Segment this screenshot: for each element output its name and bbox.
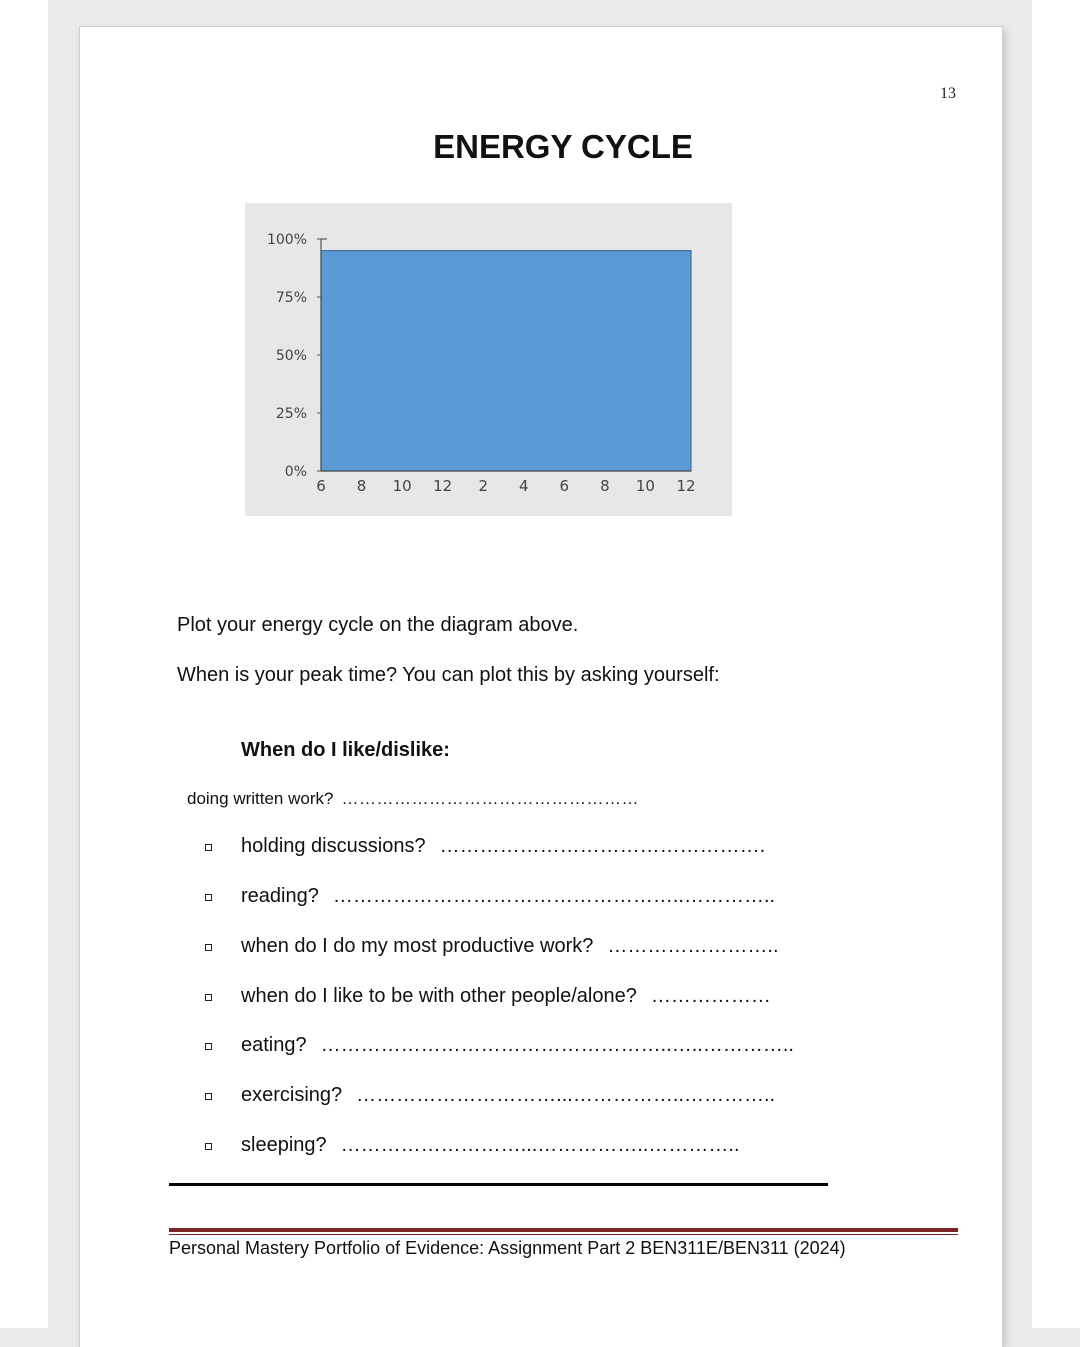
- section-subheading: When do I like/dislike:: [241, 739, 450, 761]
- list-item-label: sleeping?: [241, 1134, 327, 1156]
- y-tick-label: 50%: [275, 348, 307, 364]
- series-area: [321, 251, 691, 471]
- footer-text: Personal Mastery Portfolio of Evidence: Assignment Part 2 BEN311E/BEN311 (2024): [169, 1238, 846, 1258]
- answer-blank: ………………………...……………..…………..: [340, 1134, 740, 1156]
- energy-cycle-chart: [245, 203, 732, 516]
- list-item-label: eating?: [241, 1034, 307, 1056]
- y-tick-label: 75%: [275, 290, 307, 306]
- x-tick-label: 12: [433, 477, 453, 495]
- list-item-label: reading?: [241, 885, 319, 907]
- y-tick-label: 0%: [284, 464, 307, 480]
- x-tick-label: 2: [478, 477, 488, 495]
- x-tick-label: 10: [392, 477, 412, 495]
- list-item-label: exercising?: [241, 1084, 343, 1106]
- list-item-label: when do I do my most productive work?: [241, 935, 594, 957]
- viewer-margin-right: [1032, 0, 1080, 1328]
- answer-blank: ……………………………………………: [341, 789, 639, 808]
- x-tick-label: 12: [676, 477, 696, 495]
- footer-rule-thin: [169, 1234, 958, 1235]
- answer-blank: ……………………..: [607, 935, 779, 957]
- checkbox-bullet-icon: [205, 894, 212, 901]
- x-tick-label: 8: [356, 477, 367, 495]
- x-tick-label: 6: [559, 477, 570, 495]
- chart-canvas: [245, 203, 732, 516]
- checkbox-bullet-icon: [205, 844, 212, 851]
- checkbox-bullet-icon: [205, 1143, 212, 1150]
- answer-blank: ………………: [650, 985, 771, 1007]
- x-tick-label: 4: [519, 477, 529, 495]
- list-item-label: doing written work?: [187, 789, 334, 808]
- section-divider: [169, 1183, 828, 1186]
- y-tick-label: 25%: [275, 406, 307, 422]
- y-tick-label: 100%: [266, 232, 307, 248]
- answer-blank: ………………………………………….: [439, 835, 766, 857]
- x-tick-label: 10: [635, 477, 655, 495]
- intro-text: Plot your energy cycle on the diagram above.: [177, 614, 579, 636]
- answer-blank: ……………………………………………..…..…………..: [320, 1034, 794, 1056]
- answer-blank: …………………………...……………..…………..: [356, 1084, 776, 1106]
- x-tick-label: 8: [600, 477, 610, 495]
- question-text: When is your peak time? You can plot this by asking yourself:: [177, 664, 720, 686]
- footer-rule: [169, 1228, 958, 1232]
- list-item-label: holding discussions?: [241, 835, 426, 857]
- page-title: ENERGY CYCLE: [433, 128, 693, 165]
- checkbox-bullet-icon: [205, 944, 212, 951]
- checkbox-bullet-icon: [205, 1043, 212, 1050]
- answer-blank: ……………………………………………..…………..: [332, 885, 776, 907]
- list-item-label: when do I like to be with other people/alone?: [241, 985, 637, 1007]
- checkbox-bullet-icon: [205, 1093, 212, 1100]
- viewer-margin-left: [0, 0, 48, 1328]
- x-tick-label: 6: [316, 477, 326, 495]
- list-item-written-work: [187, 789, 639, 809]
- checkbox-bullet-icon: [205, 994, 212, 1001]
- page-number: 13: [940, 85, 956, 102]
